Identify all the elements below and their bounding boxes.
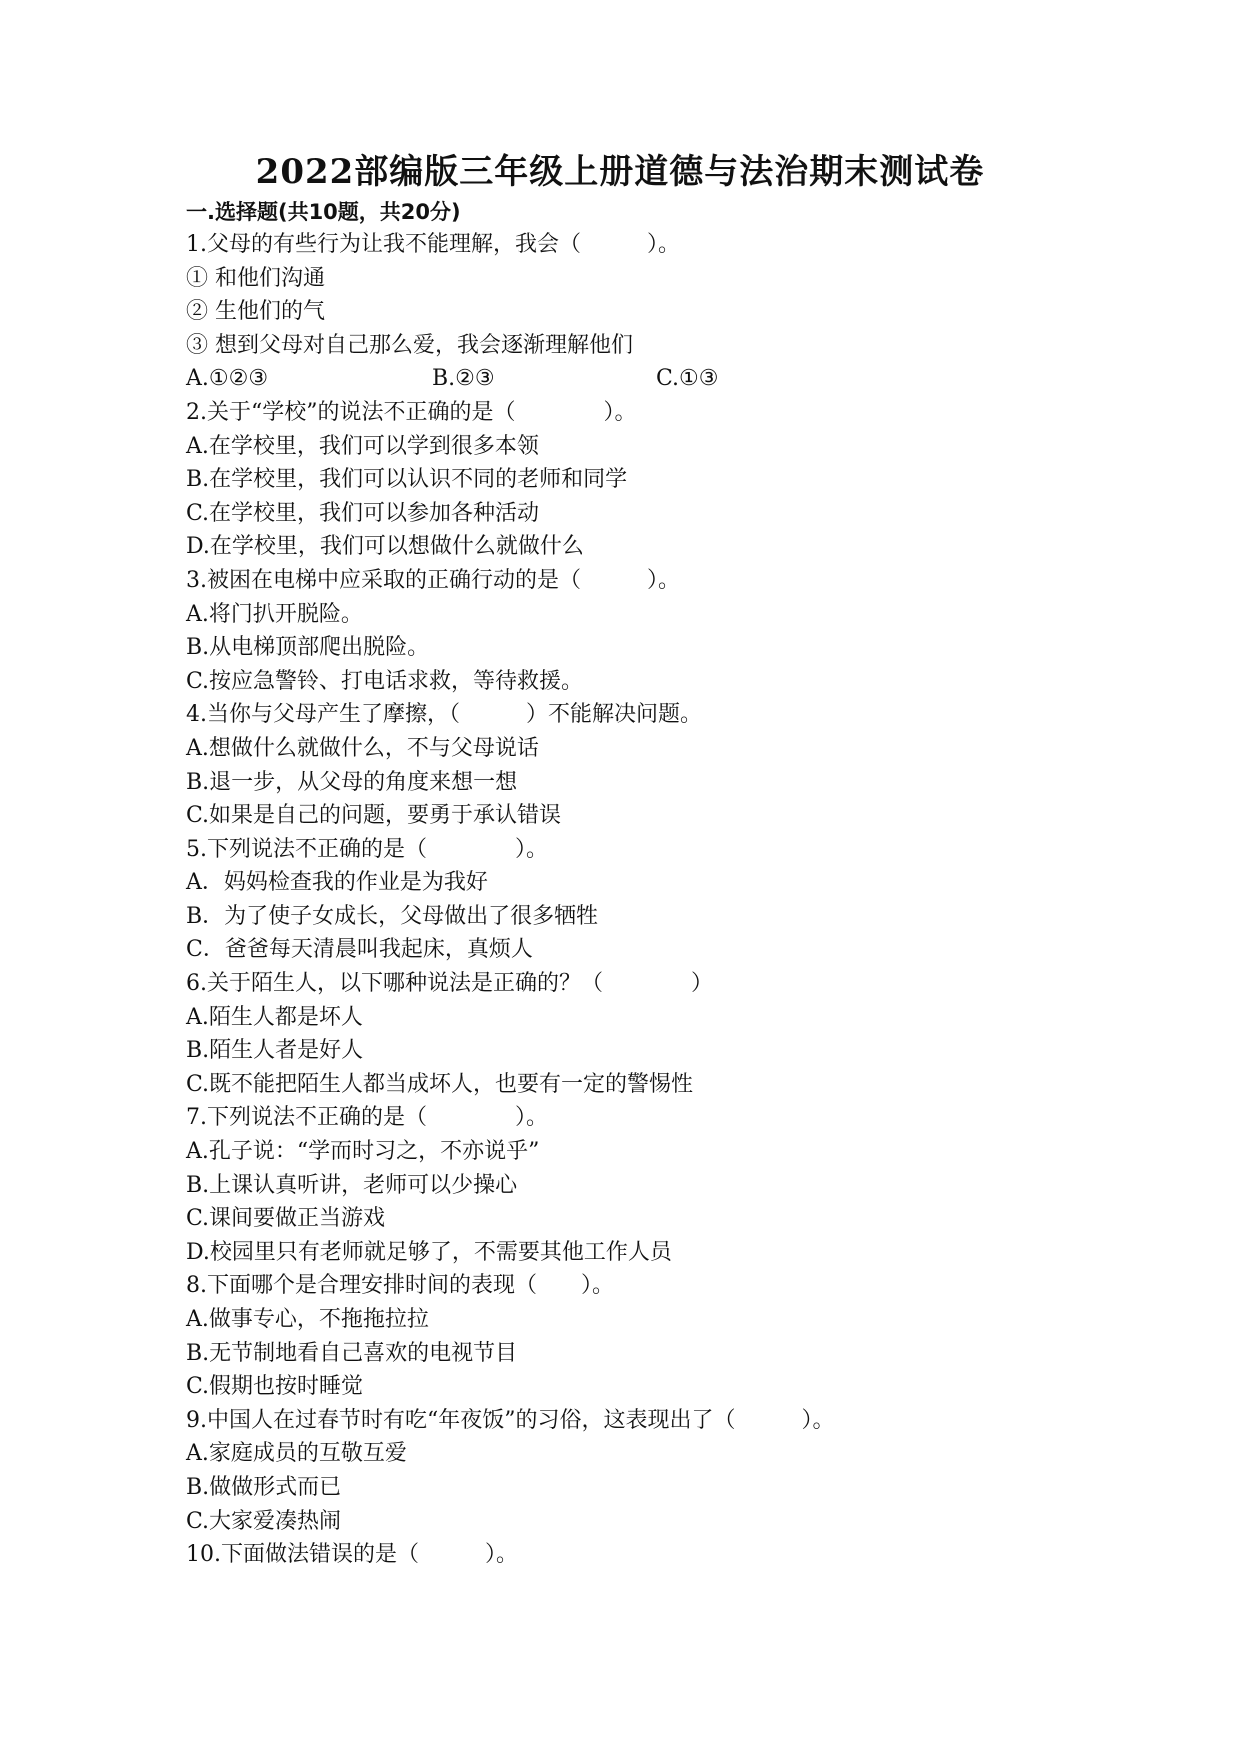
- answer-option: C.大家爱凑热闹: [186, 1508, 342, 1534]
- question-1: [186, 228, 1066, 396]
- answer-option: B.陌生人者是好人: [186, 1038, 364, 1064]
- answer-option: C.①③: [656, 366, 719, 392]
- question-7: [186, 1101, 1066, 1269]
- answer-options-row: [186, 362, 1066, 396]
- question-9: [186, 1404, 1066, 1538]
- question-stem: 7.下列说法不正确的是（ ）。: [186, 1105, 548, 1131]
- answer-option: B.无节制地看自己喜欢的电视节目: [186, 1340, 518, 1366]
- answer-option: D.在学校里，我们可以想做什么就做什么: [186, 534, 584, 560]
- answer-option: B.②③: [432, 366, 495, 392]
- answer-option: C.按应急警铃、打电话求救，等待救援。: [186, 668, 584, 694]
- question-list: [186, 196, 1066, 1572]
- question-6: [186, 967, 1066, 1101]
- question-8: [186, 1269, 1066, 1403]
- question-stem: 5.下列说法不正确的是（ ）。: [186, 836, 548, 862]
- answer-option: A．妈妈检查我的作业是为我好: [186, 870, 488, 896]
- exam-title: 2022部编版三年级上册道德与法治期末测试卷: [255, 152, 985, 192]
- question-stem: 10.下面做法错误的是（ ）。: [186, 1542, 518, 1568]
- answer-option: C.假期也按时睡觉: [186, 1374, 364, 1400]
- answer-option: C.如果是自己的问题，要勇于承认错误: [186, 803, 562, 829]
- answer-option: A.①②③: [186, 366, 269, 392]
- answer-option: B.退一步，从父母的角度来想一想: [186, 769, 518, 795]
- answer-option: A.在学校里，我们可以学到很多本领: [186, 433, 539, 459]
- question-stem: 2.关于“学校”的说法不正确的是（ ）。: [186, 399, 637, 425]
- question-4: [186, 698, 1066, 832]
- answer-option: C.课间要做正当游戏: [186, 1206, 386, 1232]
- question-stem: 8.下面哪个是合理安排时间的表现（ ）。: [186, 1273, 614, 1299]
- answer-option: B.从电梯顶部爬出脱险。: [186, 635, 430, 661]
- question-stem: 6.关于陌生人，以下哪种说法是正确的？（ ）: [186, 971, 713, 997]
- answer-option: B．为了使子女成长，父母做出了很多牺牲: [186, 903, 599, 929]
- statement-item: ③ 想到父母对自己那么爱，我会逐渐理解他们: [186, 332, 633, 358]
- answer-option: B.做做形式而已: [186, 1474, 342, 1500]
- answer-option: C.在学校里，我们可以参加各种活动: [186, 500, 540, 526]
- answer-option: B.上课认真听讲，老师可以少操心: [186, 1172, 518, 1198]
- question-3: [186, 564, 1066, 698]
- question-stem: 4.当你与父母产生了摩擦，（ ）不能解决问题。: [186, 702, 702, 728]
- answer-option: A.想做什么就做什么，不与父母说话: [186, 735, 539, 761]
- question-stem: 1.父母的有些行为让我不能理解，我会（ ）。: [186, 232, 680, 257]
- answer-option: A.家庭成员的互敬互爱: [186, 1441, 407, 1467]
- question-10: [186, 1538, 1066, 1572]
- statement-item: ② 生他们的气: [186, 299, 325, 325]
- question-5: [186, 833, 1066, 967]
- question-stem: 9.中国人在过春节时有吃“年夜饭”的习俗，这表现出了（ ）。: [186, 1407, 835, 1433]
- question-stem: 3.被困在电梯中应采取的正确行动的是（ ）。: [186, 567, 680, 593]
- answer-option: A.做事专心，不拖拖拉拉: [186, 1307, 429, 1332]
- statement-item: ① 和他们沟通: [186, 265, 325, 291]
- question-2: [186, 396, 1066, 564]
- answer-option: B.在学校里，我们可以认识不同的老师和同学: [186, 467, 628, 493]
- answer-option: C．爸爸每天清晨叫我起床，真烦人: [186, 937, 533, 963]
- answer-option: A.孔子说：“学而时习之，不亦说乎”: [186, 1139, 540, 1165]
- answer-option: A.将门扒开脱险。: [186, 601, 363, 627]
- section-heading: 一.选择题(共10题，共20分): [186, 200, 461, 224]
- answer-option: D.校园里只有老师就足够了，不需要其他工作人员: [186, 1239, 672, 1265]
- answer-option: C.既不能把陌生人都当成坏人，也要有一定的警惕性: [186, 1071, 694, 1097]
- answer-option: A.陌生人都是坏人: [186, 1004, 363, 1030]
